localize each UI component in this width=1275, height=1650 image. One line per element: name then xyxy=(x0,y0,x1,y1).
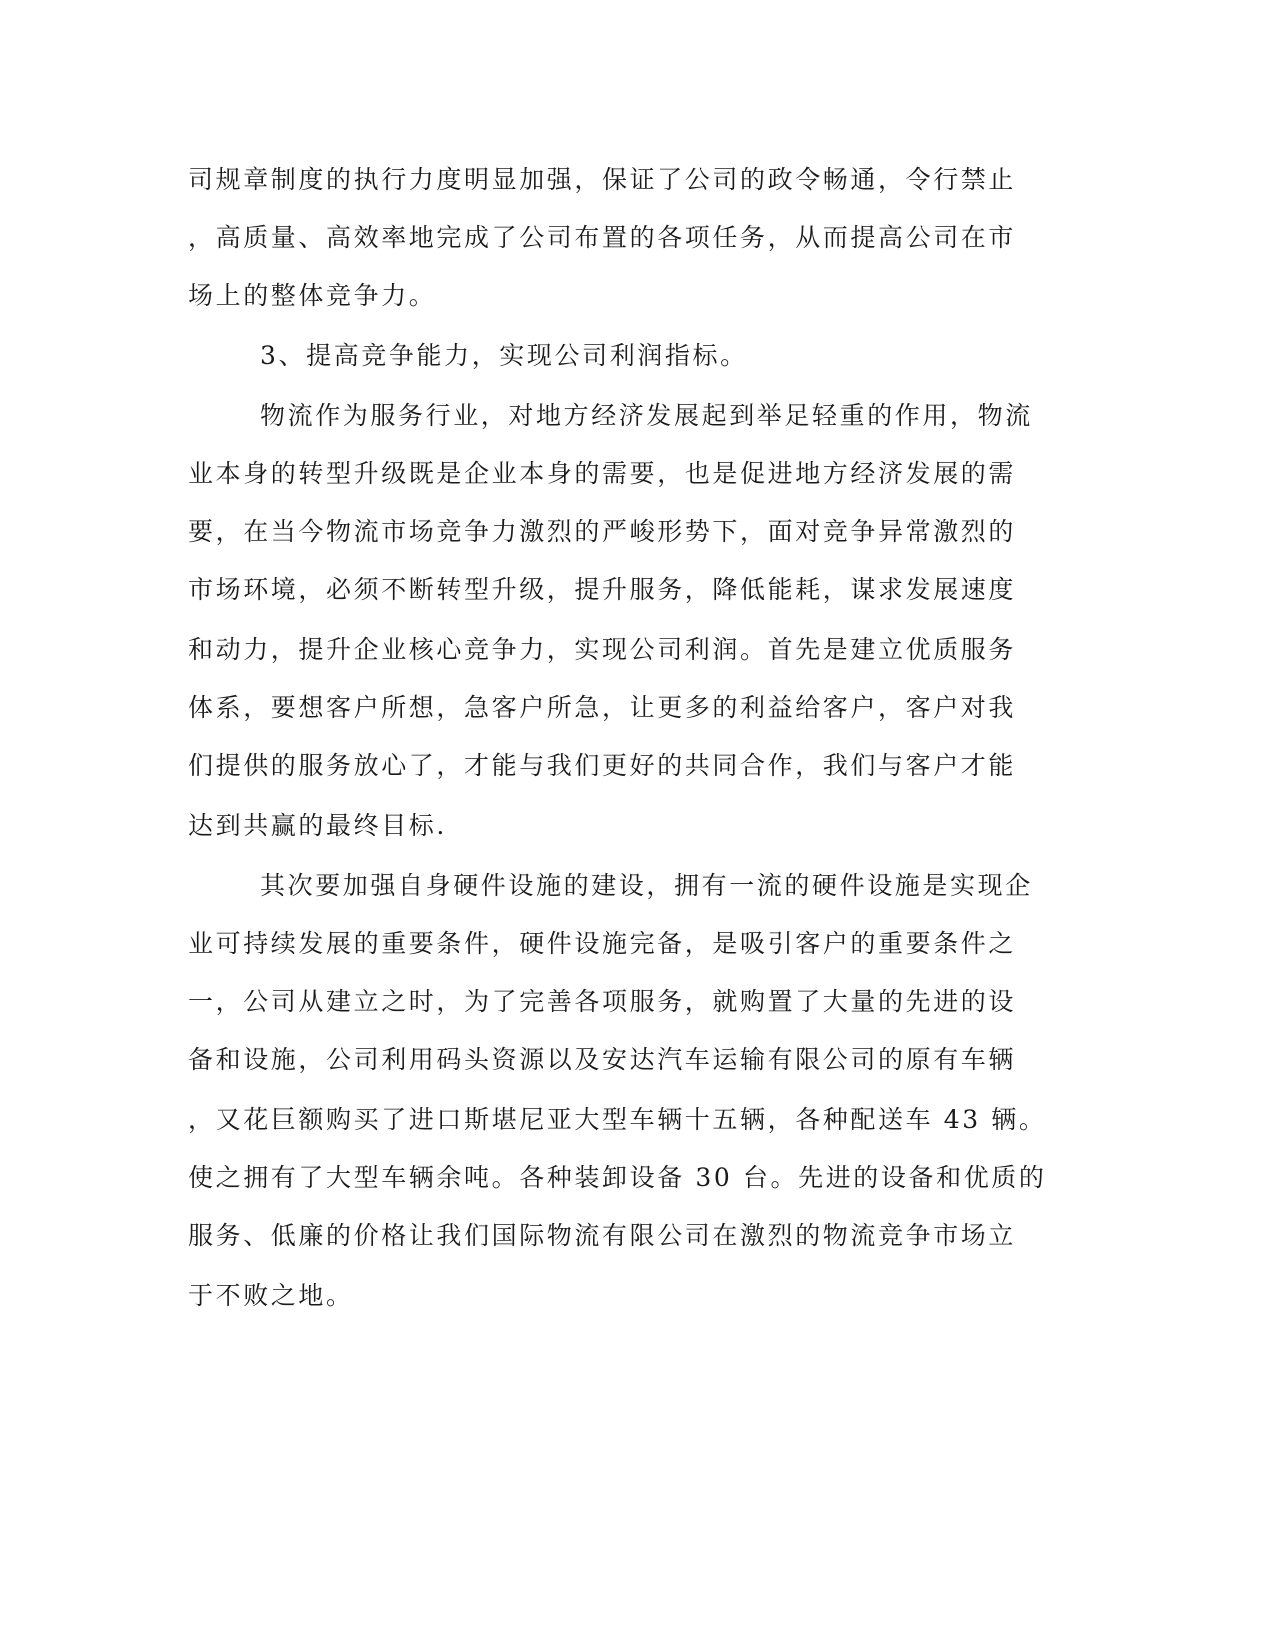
text-line: ，高质量、高效率地完成了公司布置的各项任务，从而提高公司在市 xyxy=(188,223,1017,252)
text-line: 要，在当今物流市场竞争力激烈的严峻形势下，面对竞争异常激烈的 xyxy=(188,517,1017,546)
text-line: 一，公司从建立之时，为了完善各项服务，就购置了大量的先进的设 xyxy=(188,987,1017,1016)
text-line: 场上的整体竞争力。 xyxy=(188,281,437,310)
text-line: 体系，要想客户所想，急客户所急，让更多的利益给客户，客户对我 xyxy=(188,693,1017,722)
section-heading: 3、提高竞争能力，实现公司利润指标。 xyxy=(260,341,748,370)
text-line: 市场环境，必须不断转型升级，提升服务，降低能耗，谋求发展速度 xyxy=(188,575,1017,604)
text-line: 业本身的转型升级既是企业本身的需要，也是促进地方经济发展的需 xyxy=(188,459,1017,488)
text-line: 备和设施，公司利用码头资源以及安达汽车运输有限公司的原有车辆 xyxy=(188,1045,1017,1074)
paragraph-start: 其次要加强自身硬件设施的建设，拥有一流的硬件设施是实现企 xyxy=(260,871,1033,900)
text-line: ，又花巨额购买了进口斯堪尼亚大型车辆十五辆，各种配送车 43 辆。 xyxy=(188,1105,1047,1134)
text-line: 服务、低廉的价格让我们国际物流有限公司在激烈的物流竞争市场立 xyxy=(188,1221,1017,1250)
text-line: 于不败之地。 xyxy=(188,1281,354,1310)
paragraph-start: 物流作为服务行业，对地方经济发展起到举足轻重的作用，物流 xyxy=(260,401,1033,430)
text-line: 达到共赢的最终目标. xyxy=(188,811,447,840)
text-line: 业可持续发展的重要条件，硬件设施完备，是吸引客户的重要条件之 xyxy=(188,929,1017,958)
text-line: 使之拥有了大型车辆余吨。各种装卸设备 30 台。先进的设备和优质的 xyxy=(188,1163,1047,1192)
text-line: 们提供的服务放心了，才能与我们更好的共同合作，我们与客户才能 xyxy=(188,751,1017,780)
text-line: 司规章制度的执行力度明显加强，保证了公司的政令畅通，令行禁止 xyxy=(188,165,1017,194)
text-line: 和动力，提升企业核心竞争力，实现公司利润。首先是建立优质服务 xyxy=(188,635,1017,664)
